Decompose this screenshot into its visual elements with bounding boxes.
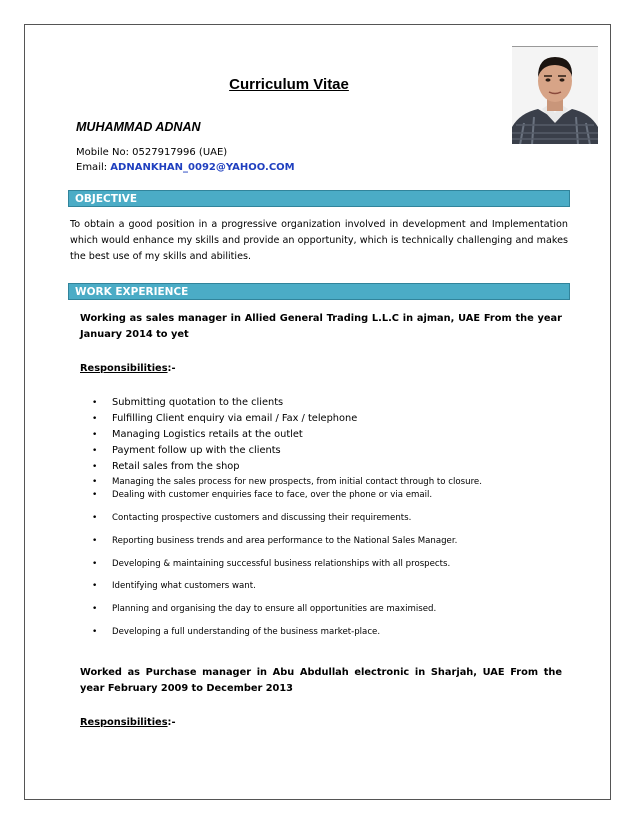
list-item-text: Identifying what customers want. xyxy=(112,581,256,591)
list-item-text: Managing Logistics retails at the outlet xyxy=(112,429,303,440)
list-item-text: Developing & maintaining successful business relationships with all prospects. xyxy=(112,559,451,569)
list-item-text: Managing the sales process for new prospects, from initial contact through to closure. xyxy=(112,477,482,487)
list-item xyxy=(92,604,436,614)
list-item xyxy=(92,413,357,424)
list-item-text: Payment follow up with the clients xyxy=(112,445,281,456)
bullet-icon: • xyxy=(92,462,98,472)
section-header-objective: OBJECTIVE xyxy=(68,190,570,207)
email-line xyxy=(76,162,295,173)
list-item xyxy=(92,536,457,546)
list-item xyxy=(92,397,283,408)
email-label: Email: xyxy=(76,162,111,173)
responsibilities-suffix: :- xyxy=(167,717,176,728)
objective-text: To obtain a good position in a progressive organization involved in development and Implementation which would enhance my skills and provide an opportunity, which is technically challenging and makes the best use of my skills and abilities. xyxy=(70,219,568,262)
job1-responsibilities-label xyxy=(80,363,176,374)
mobile-number: Mobile No: 0527917996 (UAE) xyxy=(76,147,228,158)
list-item-text: Fulfilling Client enquiry via email / Fax / telephone xyxy=(112,413,358,424)
bullet-icon: • xyxy=(92,627,98,637)
list-item-text: Developing a full understanding of the business market-place. xyxy=(112,627,381,637)
section-header-work-experience: WORK EXPERIENCE xyxy=(68,283,570,300)
responsibilities-word: Responsibilities xyxy=(80,717,168,728)
list-item xyxy=(92,559,450,569)
list-item xyxy=(92,445,281,456)
job2-responsibilities-label xyxy=(80,717,176,728)
bullet-icon: • xyxy=(92,446,98,456)
bullet-icon: • xyxy=(92,398,98,408)
list-item xyxy=(92,513,411,523)
list-item xyxy=(92,461,240,472)
bullet-icon: • xyxy=(92,490,98,500)
list-item xyxy=(92,490,432,500)
responsibilities-suffix: :- xyxy=(167,363,176,374)
profile-photo xyxy=(512,46,598,144)
bullet-icon: • xyxy=(92,536,98,546)
email-link[interactable]: ADNANKHAN_0092@YAHOO.COM xyxy=(110,162,295,173)
cv-title: Curriculum Vitae xyxy=(229,76,349,93)
list-item-text: Reporting business trends and area performance to the National Sales Manager. xyxy=(112,536,458,546)
list-item xyxy=(92,581,256,591)
job2-title: Worked as Purchase manager in Abu Abdullah electronic in Sharjah, UAE From the year February 2009 to December 2013 xyxy=(80,667,562,694)
list-item-text: Retail sales from the shop xyxy=(112,461,240,472)
job1-title: Working as sales manager in Allied General Trading L.L.C in ajman, UAE From the year January 2014 to yet xyxy=(80,313,562,340)
bullet-icon: • xyxy=(92,581,98,591)
bullet-icon: • xyxy=(92,414,98,424)
list-item xyxy=(92,429,303,440)
list-item-text: Planning and organising the day to ensure all opportunities are maximised. xyxy=(112,604,437,614)
bullet-icon: • xyxy=(92,430,98,440)
list-item xyxy=(92,477,482,487)
list-item-text: Submitting quotation to the clients xyxy=(112,397,284,408)
profile-photo-image xyxy=(512,47,598,144)
list-item-text: Contacting prospective customers and discussing their requirements. xyxy=(112,513,412,523)
responsibilities-word: Responsibilities xyxy=(80,363,168,374)
bullet-icon: • xyxy=(92,477,98,487)
list-item-text: Dealing with customer enquiries face to face, over the phone or via email. xyxy=(112,490,433,500)
list-item xyxy=(92,627,380,637)
candidate-name: MUHAMMAD ADNAN xyxy=(76,120,201,134)
bullet-icon: • xyxy=(92,604,98,614)
bullet-icon: • xyxy=(92,559,98,569)
bullet-icon: • xyxy=(92,513,98,523)
